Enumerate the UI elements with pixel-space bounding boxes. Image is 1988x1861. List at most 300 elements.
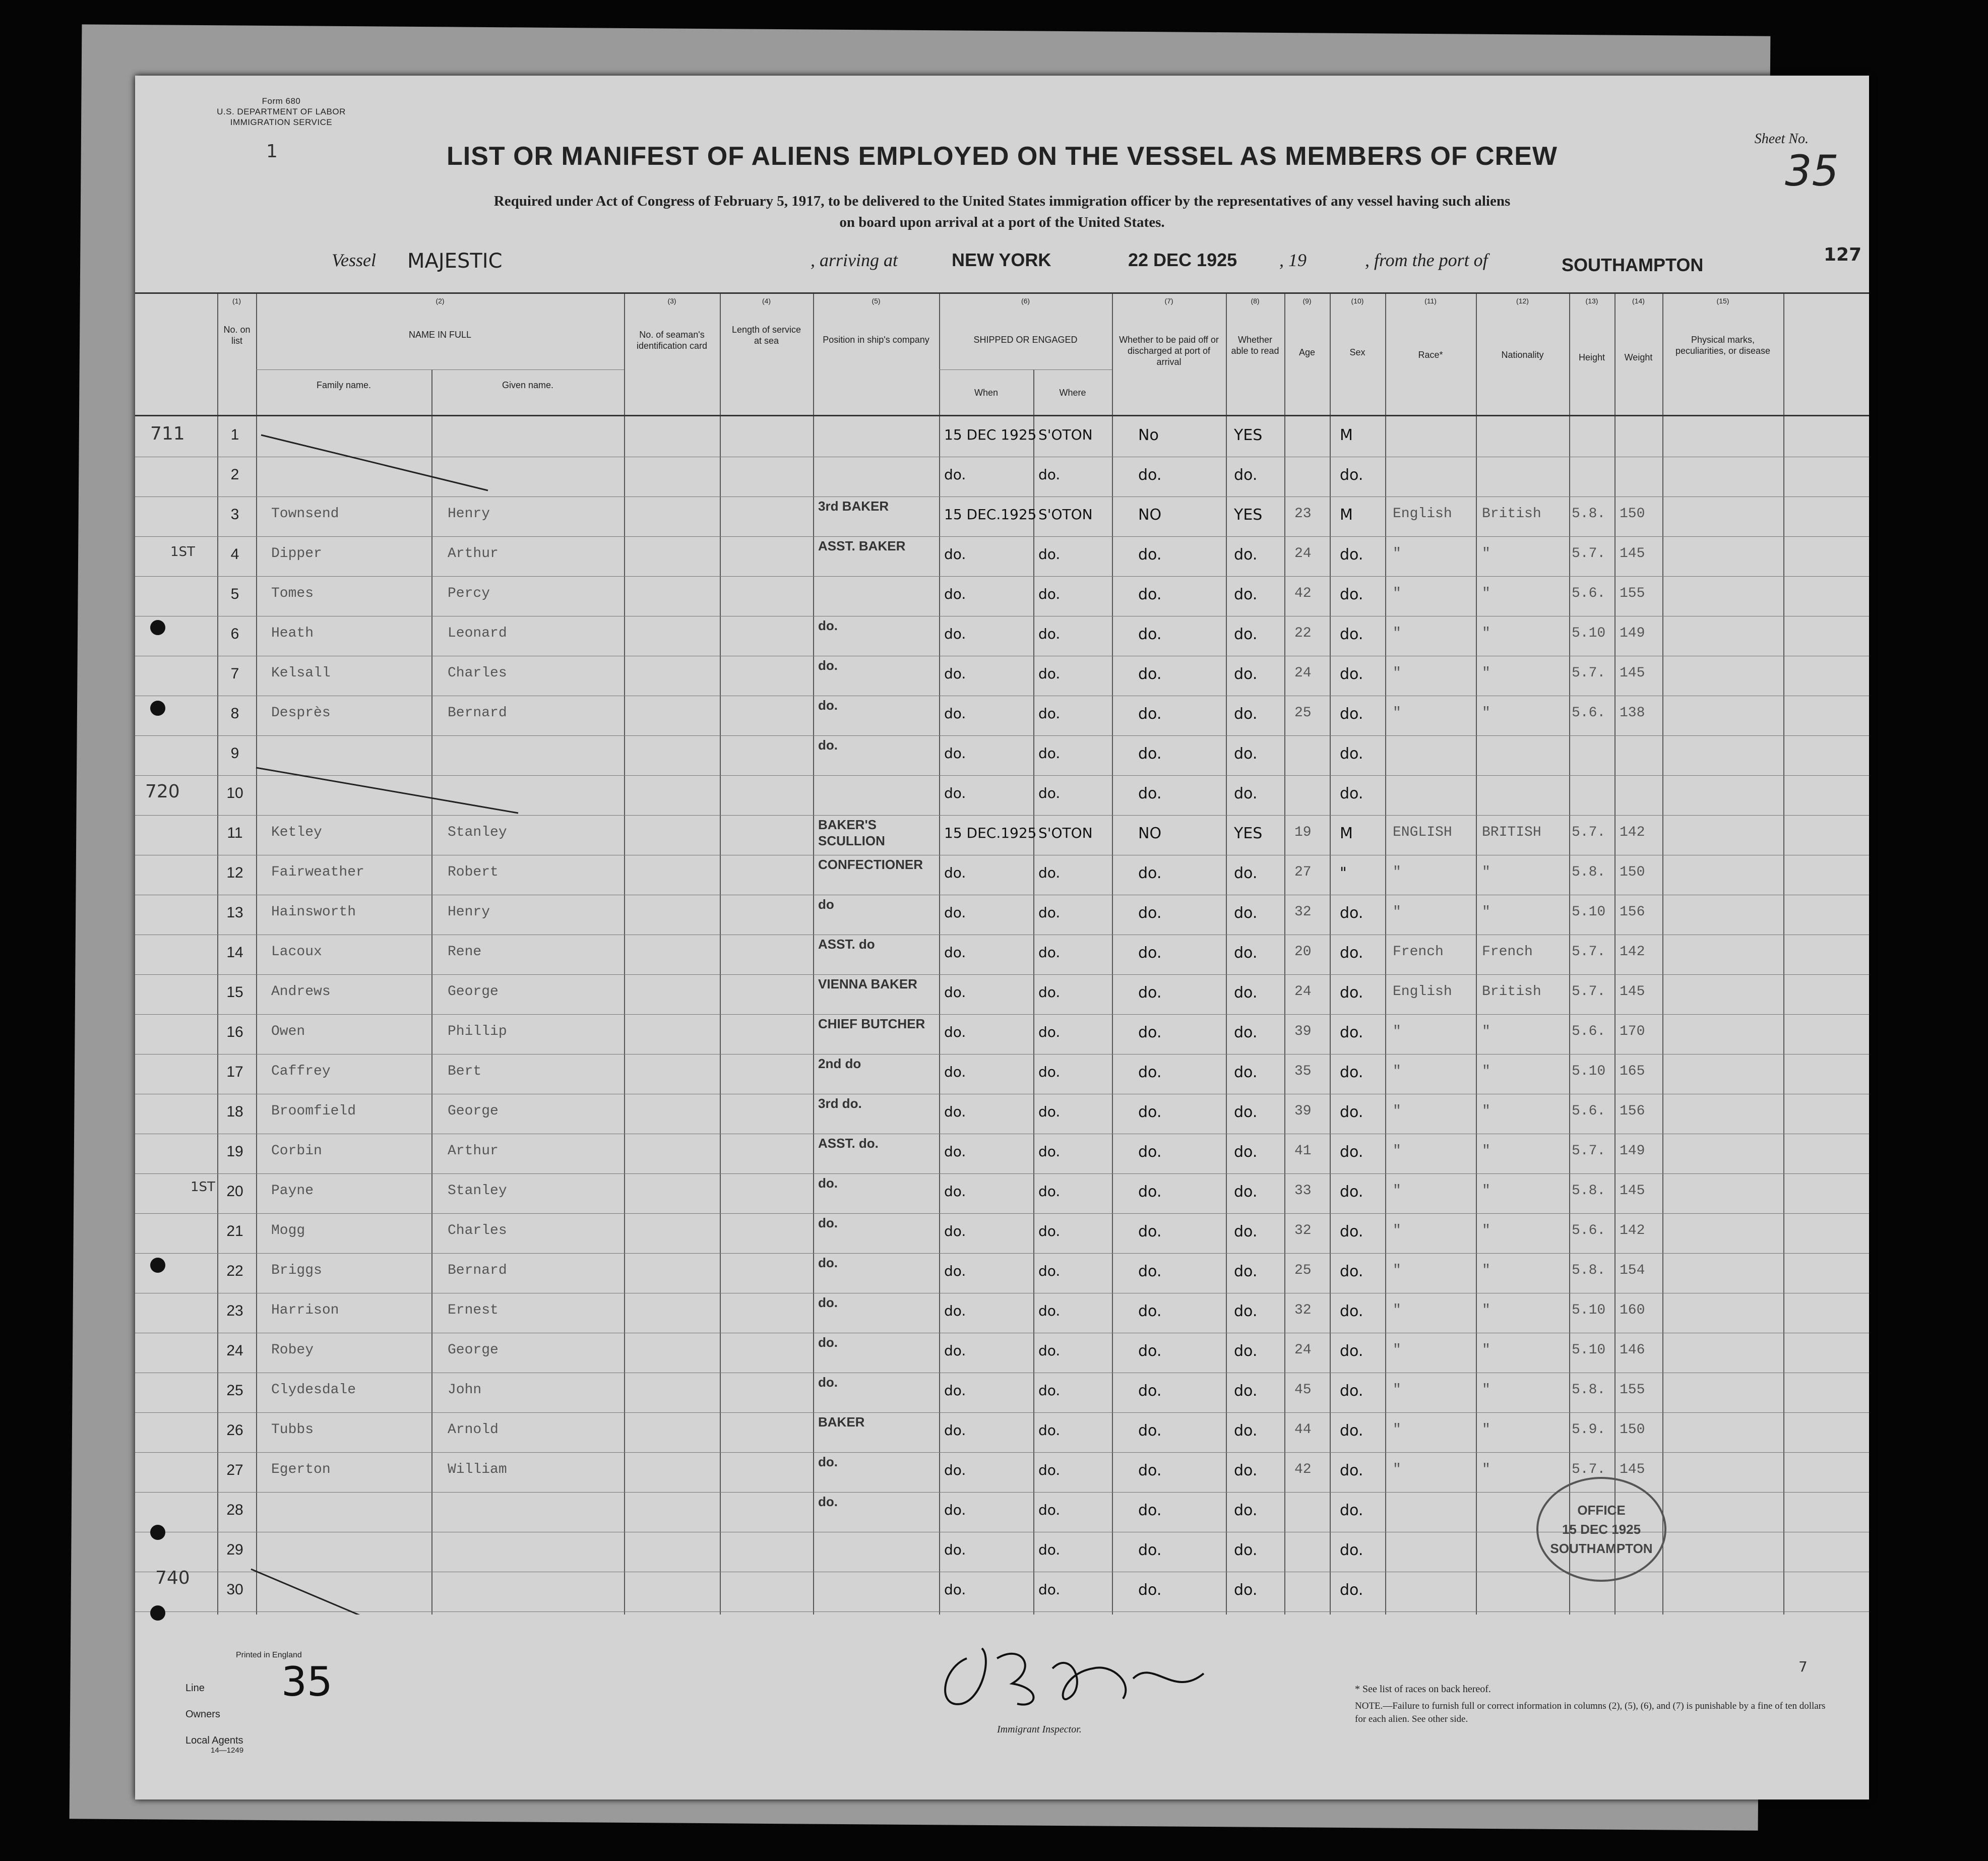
row-number: 25 <box>226 1382 243 1399</box>
age: 25 <box>1294 1263 1312 1278</box>
able-to-read: do. <box>1234 1103 1258 1121</box>
able-to-read: do. <box>1234 984 1258 1002</box>
col-header-read: Whether able to read <box>1231 335 1279 356</box>
col-header-given: Given name. <box>502 380 554 390</box>
race: " <box>1393 1223 1401 1238</box>
weight: 149 <box>1620 626 1645 641</box>
position: do. <box>818 698 838 713</box>
shipped-when: do. <box>944 665 966 682</box>
able-to-read: YES <box>1234 506 1263 524</box>
shipped-where: do. <box>1038 1143 1061 1160</box>
punch-hole <box>150 1525 165 1540</box>
paid-off: NO <box>1138 506 1162 524</box>
age: 32 <box>1294 904 1312 920</box>
given-name: Arthur <box>448 546 499 562</box>
race: " <box>1393 1342 1401 1358</box>
shipped-where: do. <box>1038 1422 1061 1439</box>
stamp-line-1: OFFICE <box>1577 1503 1626 1518</box>
age: 33 <box>1294 1183 1312 1199</box>
height: 5.7. <box>1572 546 1606 562</box>
corner-mark: 7 <box>1798 1658 1808 1675</box>
punch-hole <box>150 620 165 635</box>
height: 5.6. <box>1572 586 1606 601</box>
shipped-where: do. <box>1038 466 1061 483</box>
able-to-read: do. <box>1234 1502 1258 1519</box>
position: BAKER'S SCULLION <box>818 817 885 848</box>
race: " <box>1393 665 1401 681</box>
position: do. <box>818 1215 838 1230</box>
paid-off: do. <box>1138 1342 1162 1360</box>
row-number: 22 <box>226 1263 243 1279</box>
strike-line <box>251 1569 548 1615</box>
race: " <box>1393 1302 1401 1318</box>
sex: do. <box>1340 1581 1363 1599</box>
paid-off: do. <box>1138 984 1162 1002</box>
shipped-where: do. <box>1038 586 1061 602</box>
given-name: George <box>448 1103 499 1119</box>
shipped-when: do. <box>944 1422 966 1439</box>
family-name: Dipper <box>271 546 322 562</box>
race: " <box>1393 1183 1401 1199</box>
stamp-line-2: 15 DEC 1925 <box>1562 1522 1641 1537</box>
position: do <box>818 897 834 912</box>
race: " <box>1393 1422 1401 1438</box>
sheet-number-value: 35 <box>1785 146 1839 196</box>
race: ENGLISH <box>1393 825 1452 840</box>
row-number: 8 <box>230 705 239 722</box>
shipped-where: do. <box>1038 546 1061 563</box>
height: 5.6. <box>1572 705 1606 721</box>
able-to-read: do. <box>1234 626 1258 643</box>
race: " <box>1393 1462 1401 1477</box>
sex: do. <box>1340 1223 1363 1240</box>
race: " <box>1393 705 1401 721</box>
shipped-where: do. <box>1038 984 1061 1001</box>
row-number: 10 <box>226 785 243 801</box>
shipped-when: do. <box>944 944 966 961</box>
paid-off: do. <box>1138 586 1162 603</box>
col-header-when: When <box>974 388 999 398</box>
race: English <box>1393 506 1452 522</box>
paid-off: do. <box>1138 864 1162 882</box>
age: 19 <box>1294 825 1312 840</box>
weight: 165 <box>1620 1064 1645 1079</box>
sex: do. <box>1340 1342 1363 1360</box>
given-name: Charles <box>448 665 507 681</box>
able-to-read: do. <box>1234 904 1258 922</box>
paid-off: do. <box>1138 1302 1162 1320</box>
position: do. <box>818 1295 838 1310</box>
strike-marks <box>135 294 1869 1615</box>
shipped-when: 15 DEC 1925 <box>944 426 1037 443</box>
paid-off: do. <box>1138 944 1162 962</box>
row-number: 5 <box>230 586 239 602</box>
col-number: (7) <box>1164 297 1173 305</box>
shipped-where: do. <box>1038 1382 1061 1399</box>
given-name: Bernard <box>448 705 507 721</box>
col-number: (14) <box>1632 297 1645 305</box>
race: " <box>1393 1024 1401 1039</box>
race: French <box>1393 944 1444 960</box>
shipped-when: do. <box>944 1103 966 1120</box>
department: U.S. DEPARTMENT OF LABOR <box>217 107 346 116</box>
race: " <box>1393 1263 1401 1278</box>
port-stamp <box>1536 1477 1666 1582</box>
row-number: 27 <box>226 1462 243 1478</box>
shipped-when: do. <box>944 1302 966 1319</box>
col-header-name: NAME IN FULL <box>408 330 472 340</box>
able-to-read: do. <box>1234 1223 1258 1240</box>
service: IMMIGRATION SERVICE <box>230 117 333 127</box>
able-to-read: do. <box>1234 586 1258 603</box>
family-name: Ketley <box>271 825 322 840</box>
height: 5.10 <box>1572 626 1606 641</box>
nationality: " <box>1482 665 1490 681</box>
able-to-read: do. <box>1234 546 1258 564</box>
nationality: " <box>1482 626 1490 641</box>
height: 5.8. <box>1572 1263 1606 1278</box>
nationality: " <box>1482 1462 1490 1477</box>
shipped-when: 15 DEC.1925 <box>944 506 1037 523</box>
given-name: Stanley <box>448 825 507 840</box>
given-name: Percy <box>448 586 490 601</box>
able-to-read: YES <box>1234 426 1263 444</box>
footer-page-number: 35 <box>281 1658 333 1705</box>
col-header-paid-off: Whether to be paid off or discharged at port of arrival <box>1119 335 1219 367</box>
able-to-read: do. <box>1234 944 1258 962</box>
col-header-nationality: Nationality <box>1501 350 1544 360</box>
page-subtitle <box>337 191 1667 233</box>
col-header-weight: Weight <box>1624 352 1653 362</box>
given-name: Henry <box>448 904 490 920</box>
nationality: " <box>1482 1342 1490 1358</box>
nationality: " <box>1482 864 1490 880</box>
given-name: Henry <box>448 506 490 522</box>
given-name: George <box>448 984 499 1000</box>
col-header-marks: Physical marks, peculiarities, or disease <box>1675 335 1771 356</box>
shipped-where: S'OTON <box>1038 426 1093 443</box>
shipped-when: do. <box>944 466 966 483</box>
able-to-read: do. <box>1234 1143 1258 1161</box>
row-number: 12 <box>226 864 243 881</box>
height: 5.6. <box>1572 1103 1606 1119</box>
paid-off: do. <box>1138 1064 1162 1081</box>
family-name: Hainsworth <box>271 904 356 920</box>
able-to-read: do. <box>1234 1581 1258 1599</box>
paid-off: do. <box>1138 1183 1162 1201</box>
given-name: William <box>448 1462 507 1477</box>
footer-owners-label: Owners <box>185 1709 220 1720</box>
punch-hole <box>150 1605 165 1621</box>
paid-off: NO <box>1138 825 1162 842</box>
page-title: LIST OR MANIFEST OF ALIENS EMPLOYED ON THE VESSEL AS MEMBERS OF CREW <box>447 142 1558 171</box>
position: ASST. BAKER <box>818 538 906 553</box>
paid-off: do. <box>1138 1024 1162 1041</box>
sex: do. <box>1340 1382 1363 1400</box>
race: " <box>1393 626 1401 641</box>
row-number: 15 <box>226 984 243 1001</box>
sex: do. <box>1340 984 1363 1002</box>
manifest-sheet <box>135 76 1869 1800</box>
weight: 145 <box>1620 546 1645 562</box>
strike-line <box>261 435 488 490</box>
race: " <box>1393 904 1401 920</box>
sex: do. <box>1340 586 1363 603</box>
shipped-where: do. <box>1038 626 1061 642</box>
shipped-when: do. <box>944 984 966 1001</box>
weight: 150 <box>1620 864 1645 880</box>
row-number: 24 <box>226 1342 243 1359</box>
height: 5.7. <box>1572 1143 1606 1159</box>
sheet-number-label: Sheet No. <box>1754 131 1809 147</box>
row-number: 7 <box>230 665 239 682</box>
punch-hole <box>150 1258 165 1273</box>
weight: 145 <box>1620 1462 1645 1477</box>
age: 32 <box>1294 1223 1312 1238</box>
position: do. <box>818 1175 838 1191</box>
race: English <box>1393 984 1452 1000</box>
given-name: Bernard <box>448 1263 507 1278</box>
family-name: Payne <box>271 1183 314 1199</box>
footer-agents-label: Local Agents <box>185 1735 243 1746</box>
margin-note-740: 740 <box>155 1568 190 1588</box>
shipped-where: do. <box>1038 864 1061 881</box>
arriving-label: , arriving at <box>811 250 898 270</box>
col-header-no: No. on list <box>223 325 251 346</box>
height: 5.7. <box>1572 825 1606 840</box>
given-name: Arthur <box>448 1143 499 1159</box>
age: 24 <box>1294 546 1312 562</box>
shipped-where: do. <box>1038 665 1061 682</box>
col-number: (8) <box>1251 297 1260 305</box>
strike-line <box>256 768 518 813</box>
row-number: 29 <box>226 1541 243 1558</box>
weight: 156 <box>1620 904 1645 920</box>
margin-note-one: 1 <box>266 141 278 162</box>
family-name: Briggs <box>271 1263 322 1278</box>
form-number: Form 680 <box>262 96 301 106</box>
position: CHIEF BUTCHER <box>818 1016 925 1031</box>
position: ASST. do. <box>818 1136 879 1151</box>
vessel-line <box>332 244 1862 280</box>
shipped-when: do. <box>944 1462 966 1478</box>
arrival-port: NEW YORK <box>952 250 1051 270</box>
col-number: (9) <box>1302 297 1312 305</box>
shipped-where: do. <box>1038 1462 1061 1478</box>
weight: 146 <box>1620 1342 1645 1358</box>
punch-hole <box>150 701 165 716</box>
paid-off: do. <box>1138 1422 1162 1440</box>
shipped-where: do. <box>1038 1541 1061 1558</box>
able-to-read: do. <box>1234 785 1258 802</box>
row-number: 21 <box>226 1223 243 1239</box>
col-header-height: Height <box>1578 352 1605 362</box>
paid-off: do. <box>1138 705 1162 723</box>
nationality: " <box>1482 1064 1490 1079</box>
family-name: Lacoux <box>271 944 322 960</box>
shipped-when: do. <box>944 546 966 563</box>
position: do. <box>818 1255 838 1270</box>
nationality: " <box>1482 904 1490 920</box>
col-number: (12) <box>1516 297 1529 305</box>
height: 5.10 <box>1572 904 1606 920</box>
given-name: John <box>448 1382 482 1398</box>
nationality: " <box>1482 586 1490 601</box>
height: 5.8. <box>1572 1183 1606 1199</box>
sex: do. <box>1340 665 1363 683</box>
inspector-signature <box>921 1628 1304 1729</box>
able-to-read: do. <box>1234 1064 1258 1081</box>
height: 5.6. <box>1572 1223 1606 1238</box>
sex: do. <box>1340 1422 1363 1440</box>
shipped-when: do. <box>944 1064 966 1080</box>
paid-off: do. <box>1138 1502 1162 1519</box>
position: 3rd BAKER <box>818 499 889 514</box>
position: do. <box>818 1335 838 1350</box>
paid-off: do. <box>1138 1223 1162 1240</box>
family-name: Clydesdale <box>271 1382 356 1398</box>
age: 35 <box>1294 1064 1312 1079</box>
position: CONFECTIONER <box>818 857 923 872</box>
row-number: 3 <box>230 506 239 523</box>
age: 24 <box>1294 984 1312 1000</box>
weight: 160 <box>1620 1302 1645 1318</box>
weight: 156 <box>1620 1103 1645 1119</box>
age: 20 <box>1294 944 1312 960</box>
row-number: 1 <box>230 426 239 443</box>
sex: do. <box>1340 904 1363 922</box>
fine-note: NOTE.—Failure to furnish full or correct information in columns (2), (5), (6), and (7) is punishable by a fine of ten dollars for each alien. See other side. <box>1355 1701 1826 1724</box>
form-header <box>206 96 357 128</box>
age: 22 <box>1294 626 1312 641</box>
able-to-read: do. <box>1234 1422 1258 1440</box>
age: 24 <box>1294 1342 1312 1358</box>
weight: 155 <box>1620 1382 1645 1398</box>
family-name: Owen <box>271 1024 305 1039</box>
given-name: George <box>448 1342 499 1358</box>
family-name: Broomfield <box>271 1103 356 1119</box>
weight: 155 <box>1620 586 1645 601</box>
able-to-read: do. <box>1234 665 1258 683</box>
sex: M <box>1340 426 1353 444</box>
age: 42 <box>1294 1462 1312 1477</box>
margin-note-first: 1ST <box>170 544 195 560</box>
sex: " <box>1340 864 1347 882</box>
shipped-where: do. <box>1038 745 1061 762</box>
row-number: 6 <box>230 626 239 642</box>
height: 5.8. <box>1572 1382 1606 1398</box>
shipped-where: do. <box>1038 1024 1061 1040</box>
family-name: Harrison <box>271 1302 339 1318</box>
family-name: Heath <box>271 626 314 641</box>
given-name: Ernest <box>448 1302 499 1318</box>
race: " <box>1393 1064 1401 1079</box>
family-name: Andrews <box>271 984 331 1000</box>
able-to-read: do. <box>1234 1462 1258 1479</box>
height: 5.8. <box>1572 506 1606 522</box>
row-number: 18 <box>226 1103 243 1120</box>
vessel-name: MAJESTIC <box>407 250 503 273</box>
shipped-where: do. <box>1038 1502 1061 1518</box>
height: 5.7. <box>1572 944 1606 960</box>
col-header-race: Race* <box>1418 350 1443 360</box>
row-number: 4 <box>230 546 239 563</box>
sex: do. <box>1340 1143 1363 1161</box>
col-number: (4) <box>762 297 771 305</box>
row-number: 23 <box>226 1302 243 1319</box>
nationality: " <box>1482 1183 1490 1199</box>
able-to-read: do. <box>1234 705 1258 723</box>
position: do. <box>818 618 838 633</box>
sex: do. <box>1340 705 1363 723</box>
printed-in-england: Printed in England <box>236 1651 302 1659</box>
margin-note-711: 711 <box>150 423 185 444</box>
signature-stroke <box>945 1648 1204 1705</box>
col-header-shipped: SHIPPED OR ENGAGED <box>973 335 1078 345</box>
given-name: Phillip <box>448 1024 507 1039</box>
paid-off: do. <box>1138 1541 1162 1559</box>
given-name: Bert <box>448 1064 482 1079</box>
col-number: (10) <box>1351 297 1364 305</box>
paid-off: do. <box>1138 1263 1162 1280</box>
col-number: (5) <box>872 297 881 305</box>
nationality: " <box>1482 1223 1490 1238</box>
age: 39 <box>1294 1024 1312 1039</box>
sex: do. <box>1340 1103 1363 1121</box>
row-number: 17 <box>226 1064 243 1080</box>
position: do. <box>818 1375 838 1390</box>
paid-off: do. <box>1138 466 1162 484</box>
race: " <box>1393 1103 1401 1119</box>
shipped-when: do. <box>944 1183 966 1200</box>
given-name: Robert <box>448 864 499 880</box>
weight: 138 <box>1620 705 1645 721</box>
year-label: , 19 <box>1279 250 1307 270</box>
shipped-when: do. <box>944 1502 966 1518</box>
sex: do. <box>1340 785 1363 802</box>
nationality: BRITISH <box>1482 825 1541 840</box>
height: 5.7. <box>1572 1462 1606 1477</box>
shipped-where: do. <box>1038 785 1061 801</box>
col-number: (13) <box>1585 297 1598 305</box>
row-number: 19 <box>226 1143 243 1160</box>
able-to-read: YES <box>1234 825 1263 842</box>
shipped-when: do. <box>944 1263 966 1279</box>
race: " <box>1393 1382 1401 1398</box>
position: 2nd do <box>818 1056 861 1071</box>
from-port-label: , from the port of <box>1365 250 1488 270</box>
sex: do. <box>1340 1302 1363 1320</box>
weight: 154 <box>1620 1263 1645 1278</box>
sex: do. <box>1340 745 1363 763</box>
paid-off: do. <box>1138 1462 1162 1479</box>
margin-note-720: 720 <box>145 781 180 802</box>
nationality: French <box>1482 944 1533 960</box>
age: 39 <box>1294 1103 1312 1119</box>
shipped-when: do. <box>944 586 966 602</box>
position: ASST. do <box>818 937 875 952</box>
weight: 145 <box>1620 665 1645 681</box>
paid-off: No <box>1138 426 1159 444</box>
family-name: Caffrey <box>271 1064 331 1079</box>
shipped-when: do. <box>944 1382 966 1399</box>
shipped-when: do. <box>944 1541 966 1558</box>
nationality: British <box>1482 984 1541 1000</box>
row-number: 20 <box>226 1183 243 1200</box>
footer-line-label: Line <box>185 1683 205 1694</box>
able-to-read: do. <box>1234 466 1258 484</box>
col-number: (3) <box>667 297 676 305</box>
